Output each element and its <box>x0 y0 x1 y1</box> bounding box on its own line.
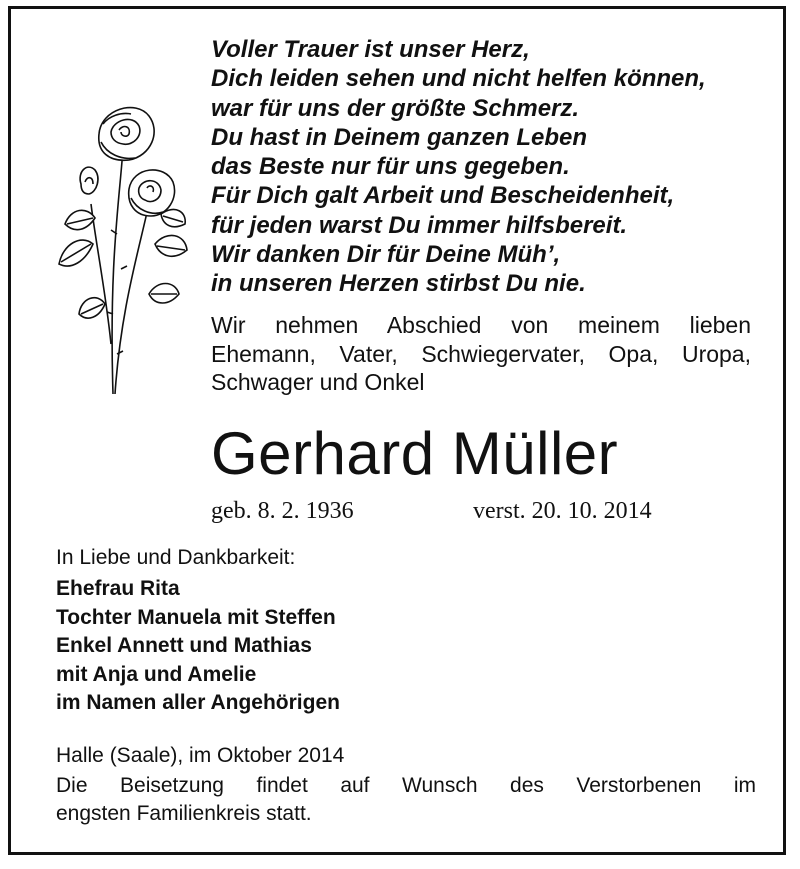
rose-illustration-icon <box>51 94 191 394</box>
poem-line: in unseren Herzen stirbst Du nie. <box>211 270 586 298</box>
birth-date: geb. 8. 2. 1936 <box>211 498 354 524</box>
funeral-line: Die Beisetzung findet auf Wunsch des Verstorbenen im <box>56 774 756 797</box>
farewell-line: Ehemann, Vater, Schwiegervater, Opa, Uropa, <box>211 340 751 367</box>
farewell-line: Schwager und Onkel <box>211 369 425 395</box>
mourner-entry: Ehefrau Rita <box>56 577 180 600</box>
funeral-note <box>56 772 756 828</box>
obituary-card <box>8 6 786 855</box>
mourners-intro: In Liebe und Dankbarkeit: <box>56 546 296 569</box>
poem-line: Dich leiden sehen und nicht helfen können, <box>211 65 706 93</box>
farewell-line: Wir nehmen Abschied von meinem lieben <box>211 312 751 338</box>
funeral-line: engsten Familienkreis statt. <box>56 802 312 825</box>
mourner-entry: mit Anja und Amelie <box>56 662 257 686</box>
poem-verse <box>211 35 706 299</box>
death-date: verst. 20. 10. 2014 <box>473 498 652 524</box>
poem-line: Du hast in Deinem ganzen Leben <box>211 123 588 151</box>
place-date: Halle (Saale), im Oktober 2014 <box>56 744 345 767</box>
life-dates <box>211 496 652 526</box>
farewell-text <box>211 311 751 397</box>
poem-line: Wir danken Dir für Deine Müh’, <box>211 241 561 269</box>
mourner-entry: Tochter Manuela mit Steffen <box>56 605 336 629</box>
poem-line: war für uns der größte Schmerz. <box>211 94 580 122</box>
poem-line: das Beste nur für uns gegeben. <box>211 153 570 181</box>
mourner-entry: Enkel Annett und Mathias <box>56 634 312 657</box>
mourners-list <box>56 575 340 718</box>
poem-line: Voller Trauer ist unser Herz, <box>211 36 530 63</box>
deceased-name: Gerhard Müller <box>211 420 619 487</box>
poem-line: Für Dich galt Arbeit und Bescheidenheit, <box>211 182 675 210</box>
poem-line: für jeden warst Du immer hilfsbereit. <box>211 211 628 239</box>
mourner-entry: im Namen aller Angehörigen <box>56 691 340 714</box>
